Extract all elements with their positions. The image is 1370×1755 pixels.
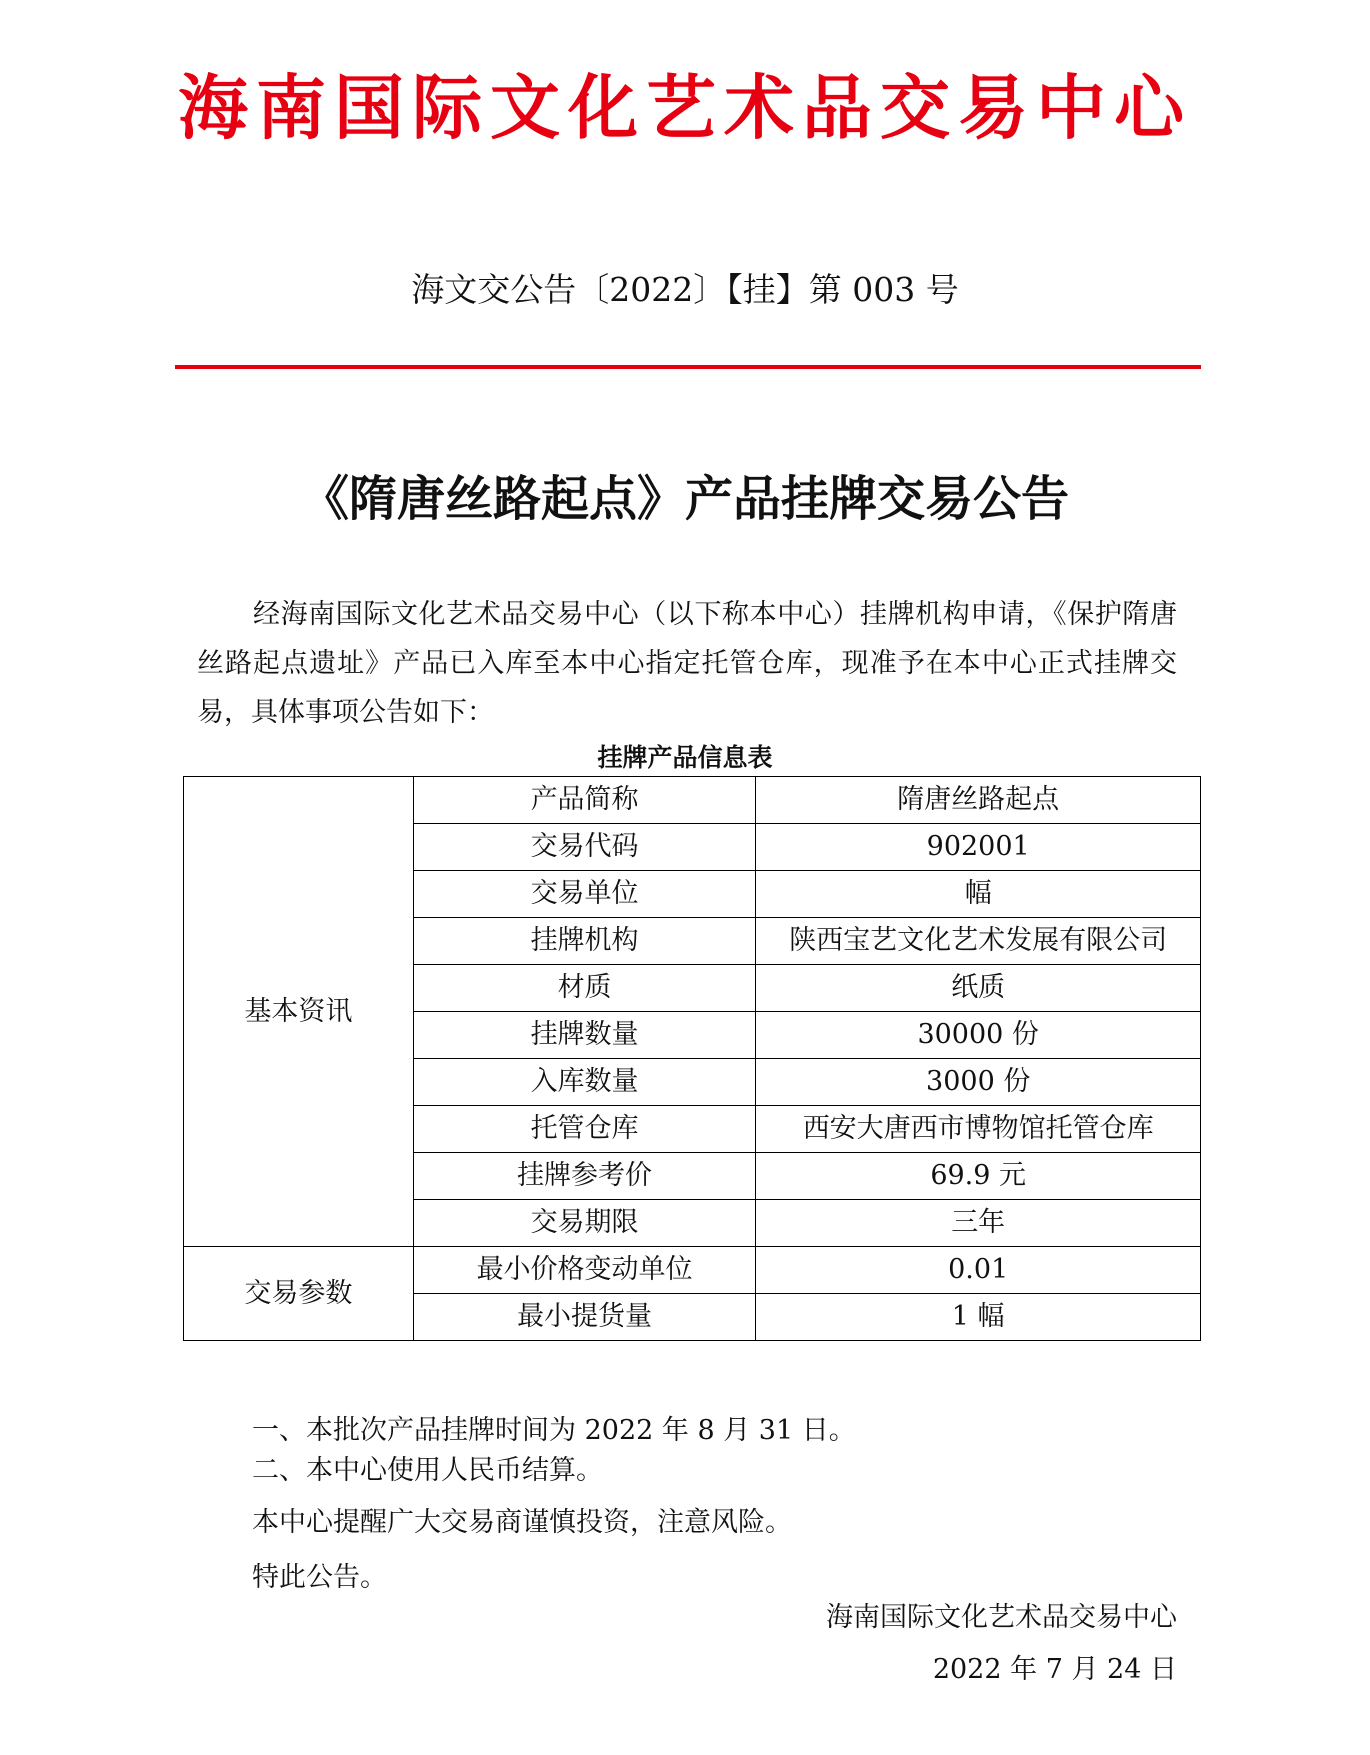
field-value: 0.01 (756, 1247, 1201, 1294)
field-label: 材质 (413, 965, 756, 1012)
signature-org: 海南国际文化艺术品交易中心 (826, 1602, 1177, 1633)
field-label: 交易期限 (413, 1200, 756, 1247)
field-label: 最小价格变动单位 (413, 1247, 756, 1294)
field-value: 隋唐丝路起点 (756, 777, 1201, 824)
group-label-trade-params: 交易参数 (184, 1247, 414, 1341)
field-label: 最小提货量 (413, 1294, 756, 1341)
document-number: 海文交公告〔2022〕【挂】第 003 号 (411, 270, 959, 309)
field-value: 902001 (756, 824, 1201, 871)
closing-line: 特此公告。 (252, 1562, 387, 1593)
field-value: 纸质 (756, 965, 1201, 1012)
table-caption: 挂牌产品信息表 (597, 743, 773, 772)
intro-paragraph: 经海南国际文化艺术品交易中心（以下称本中心）挂牌机构申请，《保护隋唐丝路起点遗址》产品已入库至本中心指定托管仓库，现准予在本中心正式挂牌交易，具体事项公告如下： (197, 599, 1177, 728)
field-value: 3000 份 (756, 1059, 1201, 1106)
field-value: 1 幅 (756, 1294, 1201, 1341)
field-label: 产品简称 (413, 777, 756, 824)
field-value: 69.9 元 (756, 1153, 1201, 1200)
field-label: 挂牌机构 (413, 918, 756, 965)
organization-title: 海南国际文化艺术品交易中心 (178, 66, 1192, 149)
signature-block (577, 1592, 1177, 1696)
field-label: 挂牌数量 (413, 1012, 756, 1059)
product-info-table (183, 776, 1201, 1341)
field-label: 交易单位 (413, 871, 756, 918)
group-label-basic-info: 基本资讯 (184, 777, 414, 1247)
field-value: 幅 (756, 871, 1201, 918)
field-label: 挂牌参考价 (413, 1153, 756, 1200)
red-divider (175, 365, 1201, 369)
field-value: 30000 份 (756, 1012, 1201, 1059)
field-label: 入库数量 (413, 1059, 756, 1106)
field-value: 陕西宝艺文化艺术发展有限公司 (756, 918, 1201, 965)
table-row (184, 1247, 1201, 1294)
risk-reminder: 本中心提醒广大交易商谨慎投资，注意风险。 (252, 1507, 792, 1538)
field-label: 托管仓库 (413, 1106, 756, 1153)
note-item-2: 二、本中心使用人民币结算。 (252, 1455, 603, 1486)
field-label: 交易代码 (413, 824, 756, 871)
field-value: 三年 (756, 1200, 1201, 1247)
notes-section (252, 1411, 1172, 1601)
note-item-1: 一、本批次产品挂牌时间为 2022 年 8 月 31 日。 (252, 1415, 856, 1446)
field-value: 西安大唐西市博物馆托管仓库 (756, 1106, 1201, 1153)
notice-title: 《隋唐丝路起点》产品挂牌交易公告 (300, 471, 1069, 527)
signature-date: 2022 年 7 月 24 日 (932, 1654, 1177, 1685)
table-row (184, 777, 1201, 824)
